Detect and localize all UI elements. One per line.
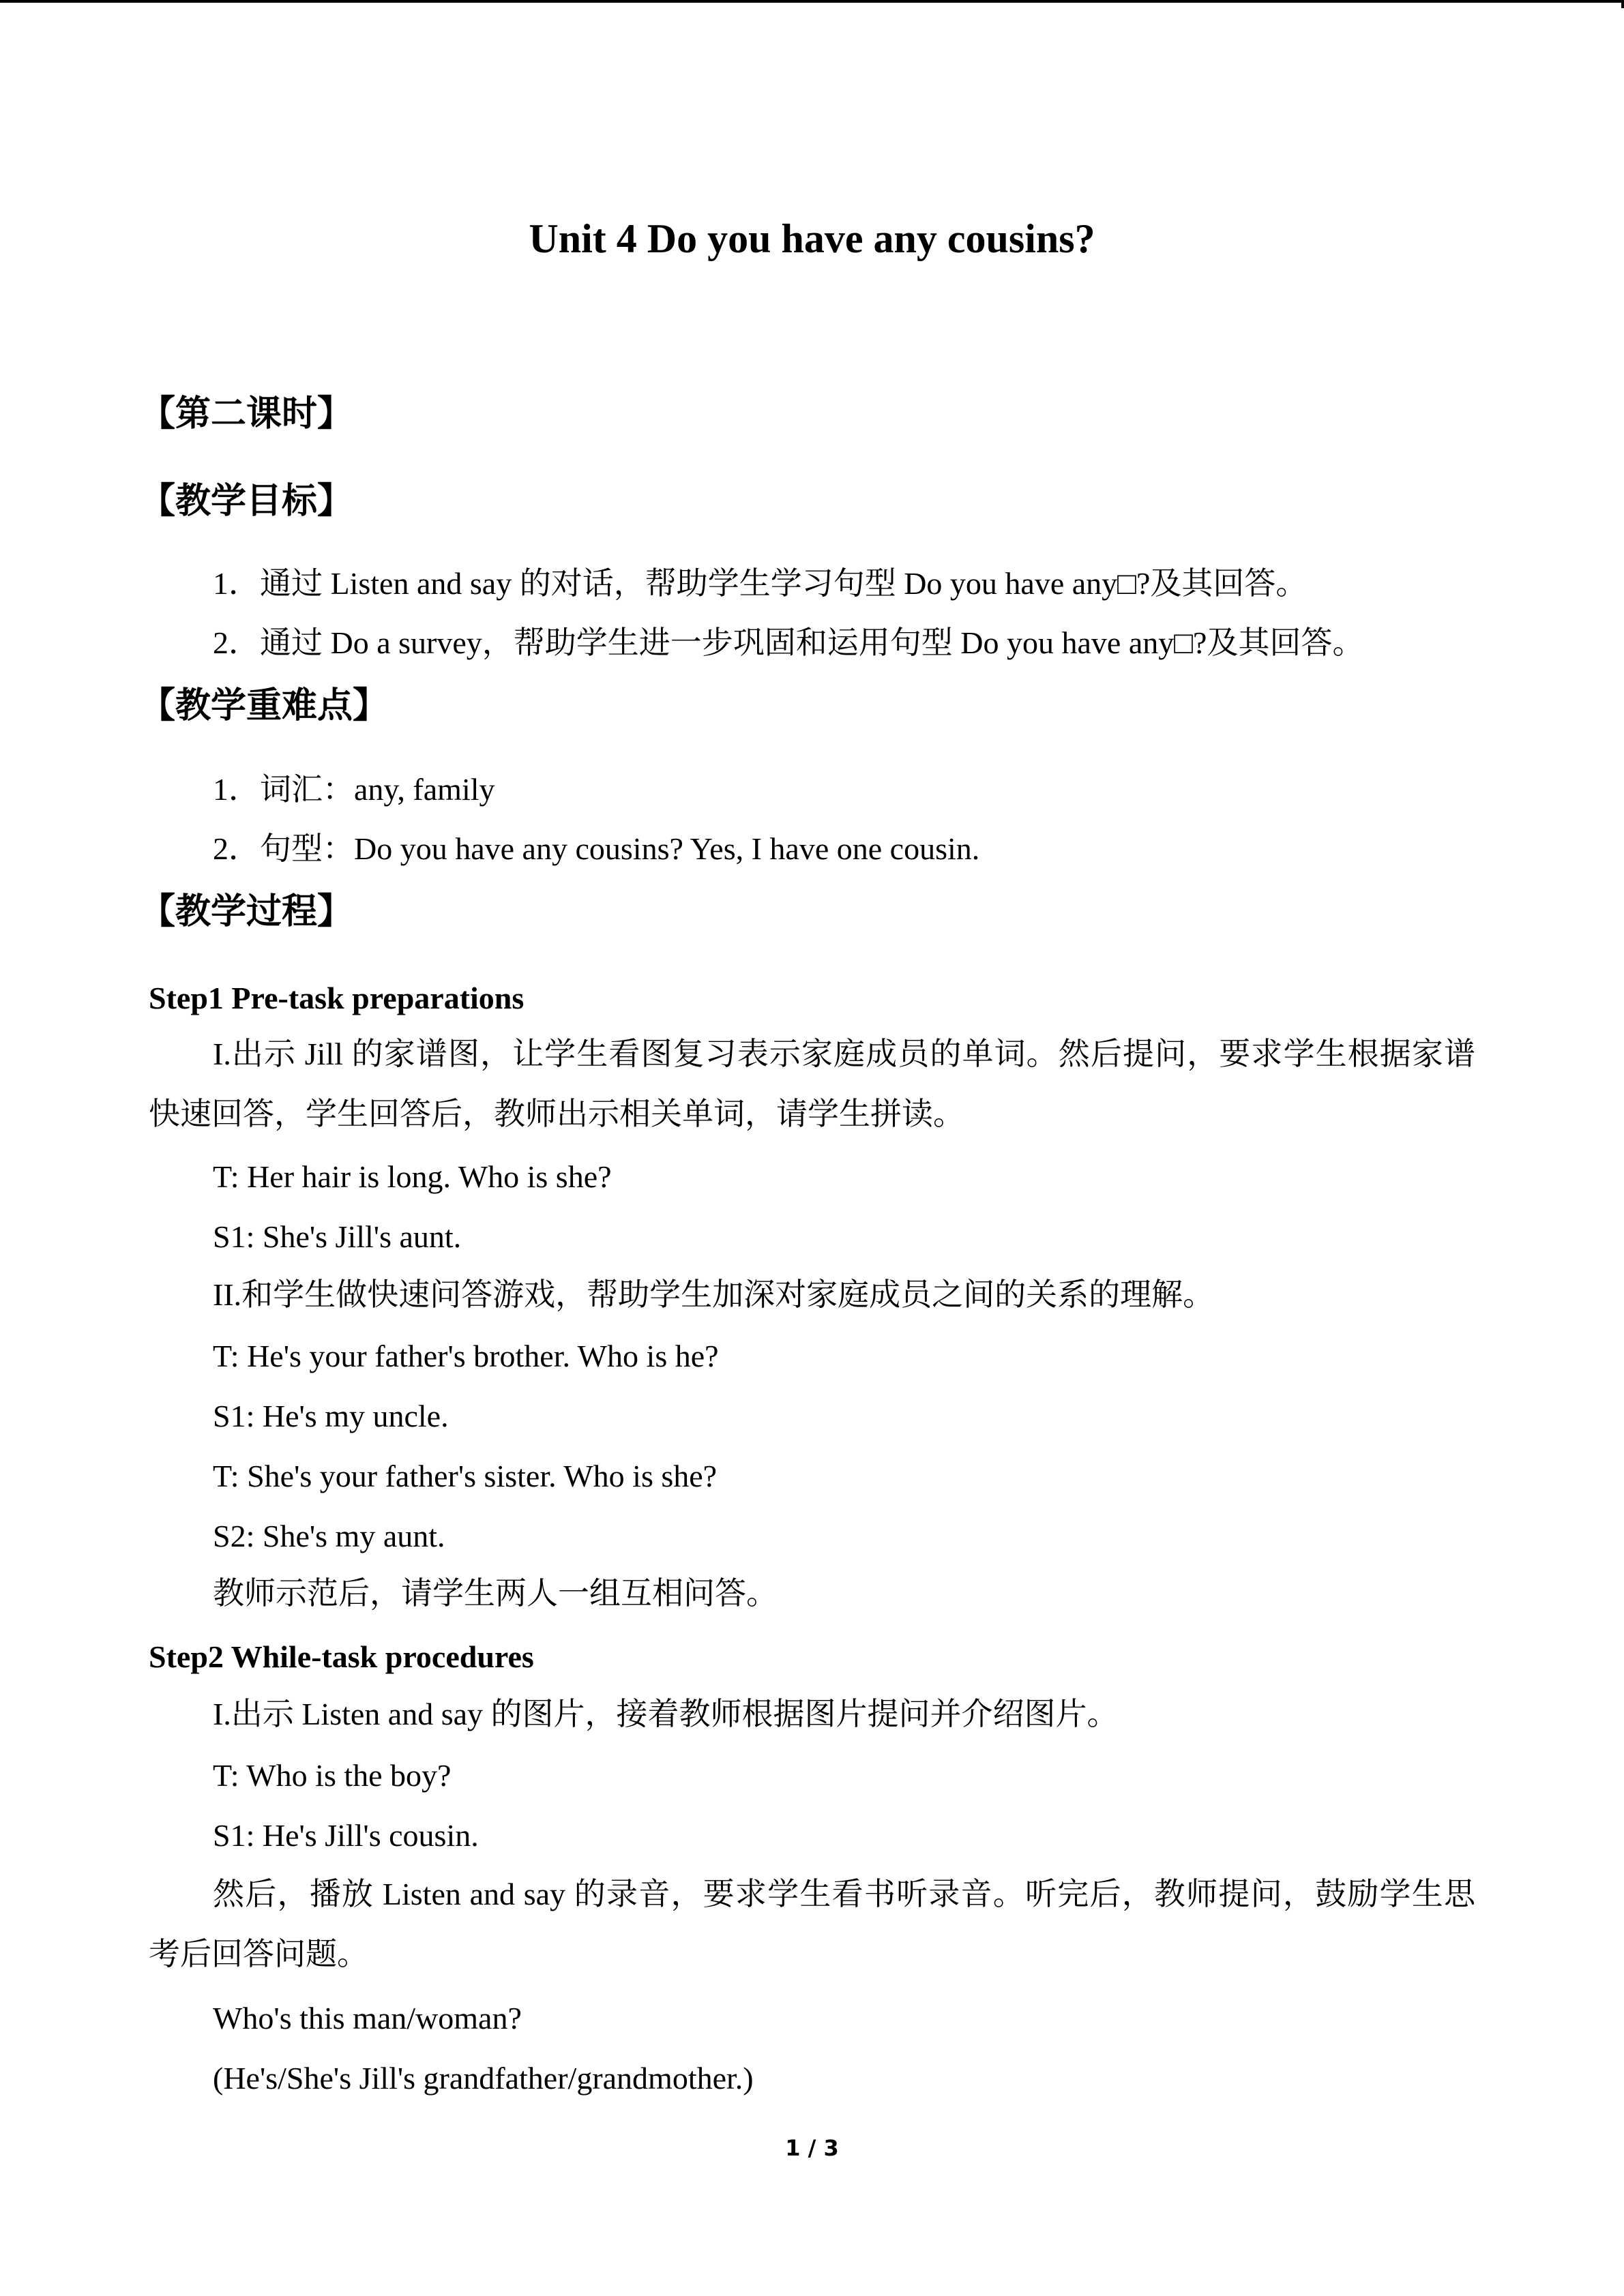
page-top-border	[0, 0, 1624, 3]
step1-paragraph-3: 教师示范后，请学生两人一组互相问答。	[213, 1576, 778, 1611]
step2-dialogue-3: Who's this man/woman?	[213, 2001, 522, 2036]
section-process-heading: 【教学过程】	[140, 891, 353, 932]
page-number: 1 / 3	[785, 2135, 839, 2161]
section-key-points-heading: 【教学重难点】	[140, 685, 389, 726]
step1-paragraph-1: I.出示 Jill 的家谱图，让学生看图复习表示家庭成员的单词。然后提问，要求学生根据家谱快速回答，学生回答后，教师出示相关单词，请学生拼读。	[149, 1037, 1475, 1131]
section-lesson-heading: 【第二课时】	[140, 393, 353, 434]
step1-dialogue-5: T: She's your father's sister. Who is she?	[213, 1459, 718, 1493]
step2-dialogue-2: S1: He's Jill's cousin.	[213, 1818, 479, 1853]
step1-dialogue-6: S2: She's my aunt.	[213, 1519, 445, 1553]
step1-dialogue-2: S1: She's Jill's aunt.	[213, 1219, 462, 1254]
key-point-item-1: 1．词汇：any, family	[213, 772, 495, 807]
step1-paragraph-2: II.和学生做快速问答游戏，帮助学生加深对家庭成员之间的关系的理解。	[213, 1277, 1215, 1312]
step1-dialogue-3: T: He's your father's brother. Who is he?	[213, 1339, 719, 1373]
section-objectives-heading: 【教学目标】	[140, 481, 353, 522]
step2-title: Step2 While-task procedures	[149, 1639, 534, 1674]
key-point-item-2: 2．句型：Do you have any cousins? Yes, I have one cousin.	[213, 831, 980, 866]
page-right-border-tick	[1621, 0, 1624, 8]
step2-dialogue-1: T: Who is the boy?	[213, 1758, 452, 1793]
step2-paragraph-1: I.出示 Listen and say 的图片，接着教师根据图片提问并介绍图片。	[213, 1697, 1119, 1731]
document-title: Unit 4 Do you have any cousins?	[529, 216, 1095, 261]
step1-dialogue-1: T: Her hair is long. Who is she?	[213, 1159, 612, 1194]
objective-item-2: 2．通过 Do a survey，帮助学生进一步巩固和运用句型 Do you have any□?及其回答。	[213, 625, 1364, 660]
step2-paragraph-2: 然后，播放 Listen and say 的录音，要求学生看书听录音。听完后，教师提问，鼓励学生思考后回答问题。	[149, 1877, 1475, 1971]
step2-dialogue-4: (He's/She's Jill's grandfather/grandmother.)	[213, 2061, 754, 2096]
step1-dialogue-4: S1: He's my uncle.	[213, 1399, 449, 1433]
step1-title: Step1 Pre-task preparations	[149, 981, 525, 1015]
objective-item-1: 1．通过 Listen and say 的对话，帮助学生学习句型 Do you have any□?及其回答。	[213, 566, 1308, 601]
